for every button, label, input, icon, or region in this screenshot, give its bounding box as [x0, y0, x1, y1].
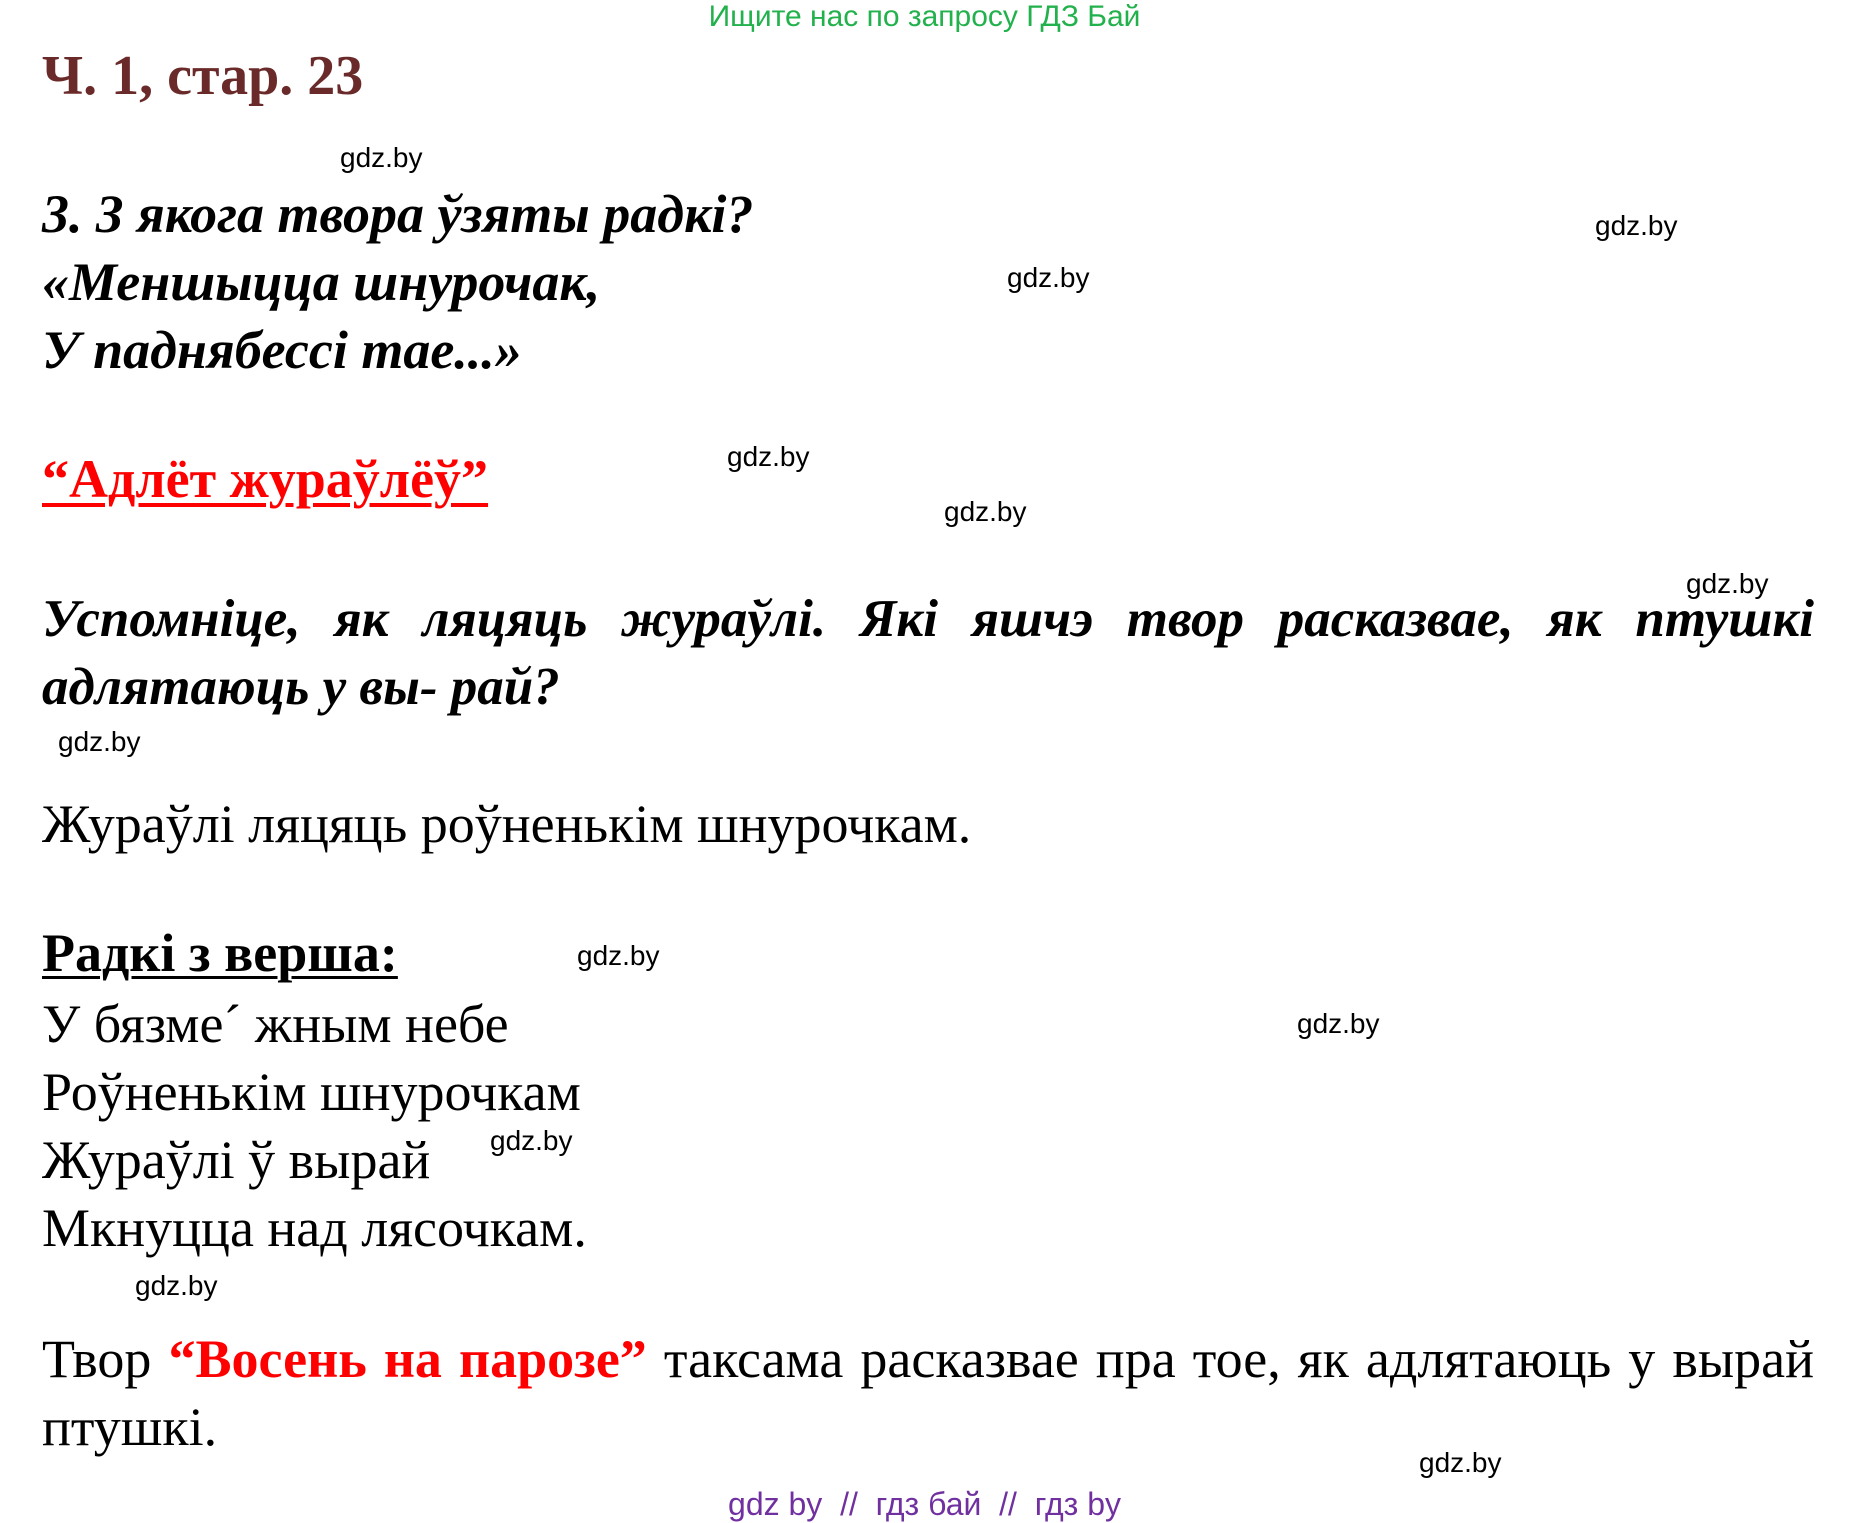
- watermark: gdz.by: [1007, 262, 1090, 293]
- conclusion-before: Твор: [42, 1329, 169, 1389]
- watermark: gdz.by: [944, 496, 1027, 527]
- watermark: gdz.by: [577, 940, 660, 971]
- watermark: gdz.by: [340, 142, 423, 173]
- top-banner: Ищите нас по запросу ГДЗ Бай: [708, 0, 1141, 33]
- answer-text: Жураўлі ляцяць роўненькім шнурочкам.: [42, 794, 972, 854]
- watermark: gdz.by: [135, 1270, 218, 1301]
- watermark: gdz.by: [1297, 1008, 1380, 1039]
- watermark: gdz.by: [1595, 210, 1678, 241]
- watermark: gdz.by: [727, 441, 810, 472]
- conclusion-work-title: “Восень на парозе”: [168, 1329, 647, 1389]
- verse-line: Роўненькім шнурочкам: [42, 1062, 581, 1122]
- watermark: gdz.by: [490, 1125, 573, 1156]
- footer-links: gdz by // гдз бай // гдз by: [728, 1486, 1121, 1522]
- task-text: Успомніце, як ляцяць жураўлі. Які яшчэ твор расказвае, як птушкі адлятаюць у вы- рай?: [42, 590, 1814, 716]
- question-line-1: 3. З якога твора ўзяты радкі?: [42, 184, 754, 244]
- watermark: gdz.by: [1419, 1447, 1502, 1478]
- conclusion-after: таксама расказвае пра тое, як адлятаюць у вырай птушкі.: [42, 1329, 1814, 1457]
- question-line-3: У паднябессі тае...»: [42, 320, 522, 380]
- verse-line: У бязме´ жным небе: [42, 994, 509, 1054]
- conclusion-text: [42, 1325, 1814, 1461]
- verse-line: Мкнуцца над лясочкам.: [42, 1198, 587, 1258]
- watermark: gdz.by: [58, 726, 141, 757]
- watermark: gdz.by: [1686, 568, 1769, 599]
- work-title: “Адлёт жураўлёў”: [42, 449, 489, 509]
- verse-heading: Радкі з верша:: [42, 923, 398, 983]
- verse-line: Жураўлі ў вырай: [42, 1130, 431, 1190]
- question-line-2: «Меншыцца шнурочак,: [42, 252, 601, 312]
- page-title: Ч. 1, стар. 23: [42, 45, 364, 107]
